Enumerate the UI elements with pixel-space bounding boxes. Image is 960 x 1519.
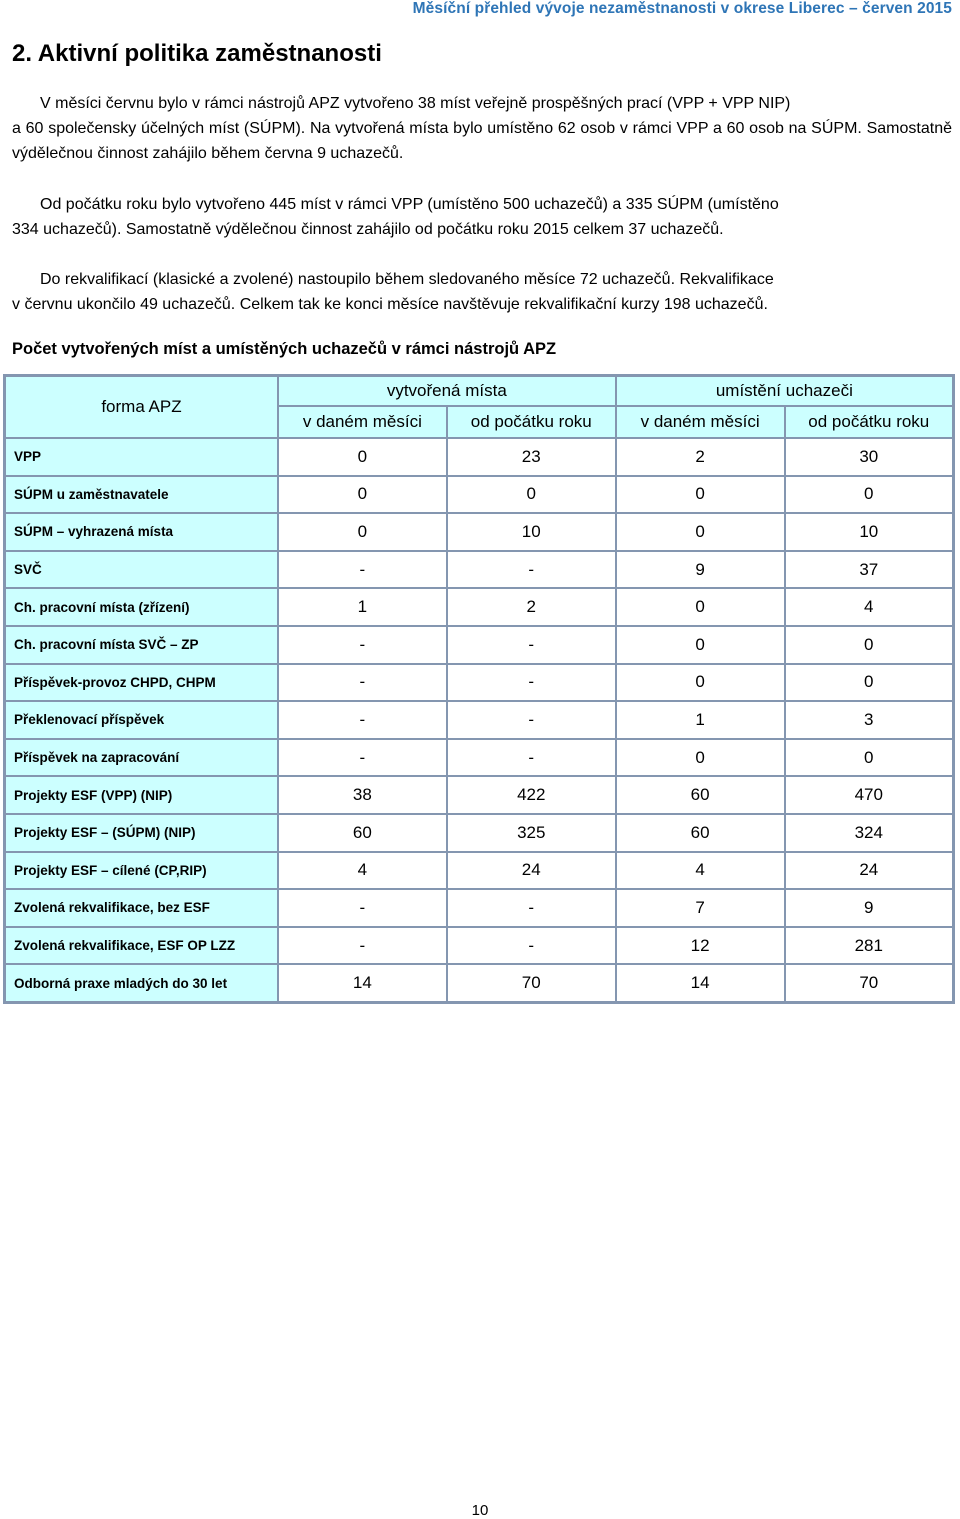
- created-ytd-cell: 70: [447, 964, 616, 1002]
- placed-ytd-cell: 24: [785, 852, 954, 890]
- placed-month-cell: 60: [616, 776, 785, 814]
- placed-ytd-cell: 4: [785, 588, 954, 626]
- placed-ytd-cell: 470: [785, 776, 954, 814]
- created-month-cell: 60: [278, 814, 447, 852]
- created-month-cell: -: [278, 701, 447, 739]
- created-ytd-cell: -: [447, 701, 616, 739]
- created-ytd-cell: -: [447, 739, 616, 777]
- placed-month-cell: 0: [616, 513, 785, 551]
- created-ytd-cell: -: [447, 889, 616, 927]
- placed-month-cell: 0: [616, 664, 785, 702]
- table-row: [5, 513, 954, 551]
- header-placed-month: v daném měsíci: [616, 406, 785, 438]
- table-row: [5, 776, 954, 814]
- created-month-cell: 1: [278, 588, 447, 626]
- paragraph-first-line: Od počátku roku bylo vytvořeno 445 míst v rámci VPP (umístěno 500 uchazečů) a 335 SÚPM (umístěno: [40, 196, 779, 213]
- paragraph-rest: 334 uchazečů). Samostatně výdělečnou činnost zahájilo od počátku roku 2015 celkem 37 uchazečů.: [12, 221, 724, 238]
- apz-table-body: [5, 438, 954, 1002]
- header-created-ytd: od počátku roku: [447, 406, 616, 438]
- created-month-cell: -: [278, 927, 447, 965]
- header-created-month: v daném měsíci: [278, 406, 447, 438]
- created-ytd-cell: -: [447, 551, 616, 589]
- created-ytd-cell: 0: [447, 476, 616, 514]
- table-row: [5, 814, 954, 852]
- row-label: Ch. pracovní místa (zřízení): [5, 588, 278, 626]
- created-ytd-cell: -: [447, 927, 616, 965]
- row-label: Příspěvek-provoz CHPD, CHPM: [5, 664, 278, 702]
- created-month-cell: 0: [278, 438, 447, 476]
- created-ytd-cell: 422: [447, 776, 616, 814]
- row-label: Zvolená rekvalifikace, ESF OP LZZ: [5, 927, 278, 965]
- placed-ytd-cell: 0: [785, 664, 954, 702]
- created-month-cell: -: [278, 889, 447, 927]
- created-ytd-cell: -: [447, 664, 616, 702]
- placed-month-cell: 4: [616, 852, 785, 890]
- created-month-cell: 0: [278, 513, 447, 551]
- table-row: [5, 701, 954, 739]
- created-month-cell: -: [278, 739, 447, 777]
- created-ytd-cell: 325: [447, 814, 616, 852]
- created-month-cell: -: [278, 626, 447, 664]
- row-label: Projekty ESF – (SÚPM) (NIP): [5, 814, 278, 852]
- paragraph-rest: v červnu ukončilo 49 uchazečů. Celkem tak ke konci měsíce navštěvuje rekvalifikační kurzy 198 uchazečů.: [12, 296, 768, 313]
- created-ytd-cell: 2: [447, 588, 616, 626]
- paragraph-requalification: [12, 267, 952, 317]
- paragraph-first-line: Do rekvalifikací (klasické a zvolené) nastoupilo během sledovaného měsíce 72 uchazečů. Rekvalifikace: [40, 271, 774, 288]
- table-row: [5, 927, 954, 965]
- table-row: [5, 964, 954, 1002]
- running-header: Měsíční přehled vývoje nezaměstnanosti v okrese Liberec – červen 2015: [412, 0, 952, 17]
- paragraph-apz-june: [12, 91, 952, 166]
- row-label: SÚPM – vyhrazená místa: [5, 513, 278, 551]
- placed-ytd-cell: 10: [785, 513, 954, 551]
- table-row: [5, 739, 954, 777]
- created-month-cell: -: [278, 664, 447, 702]
- table-row: [5, 438, 954, 476]
- paragraph-rest: a 60 společensky účelných míst (SÚPM). Na vytvořená místa bylo umístěno 62 osob v rámci VPP a 60 osob na SÚPM. Samostatně výdělečnou činnost zahájilo během června 9 uchazečů.: [12, 120, 952, 162]
- page-number: 10: [471, 1502, 489, 1519]
- placed-ytd-cell: 0: [785, 739, 954, 777]
- header-created-places: vytvořená místa: [278, 376, 616, 407]
- placed-ytd-cell: 281: [785, 927, 954, 965]
- created-month-cell: -: [278, 551, 447, 589]
- header-placed-ytd: od počátku roku: [785, 406, 954, 438]
- row-label: Ch. pracovní místa SVČ – ZP: [5, 626, 278, 664]
- section-title: 2. Aktivní politika zaměstnanosti: [12, 40, 382, 67]
- row-label: Projekty ESF – cílené (CP,RIP): [5, 852, 278, 890]
- placed-ytd-cell: 9: [785, 889, 954, 927]
- placed-month-cell: 2: [616, 438, 785, 476]
- created-ytd-cell: -: [447, 626, 616, 664]
- created-month-cell: 4: [278, 852, 447, 890]
- placed-ytd-cell: 30: [785, 438, 954, 476]
- row-label: VPP: [5, 438, 278, 476]
- created-month-cell: 38: [278, 776, 447, 814]
- table-row: [5, 476, 954, 514]
- row-label: Projekty ESF (VPP) (NIP): [5, 776, 278, 814]
- placed-ytd-cell: 37: [785, 551, 954, 589]
- placed-ytd-cell: 0: [785, 626, 954, 664]
- row-label: SÚPM u zaměstnavatele: [5, 476, 278, 514]
- created-month-cell: 0: [278, 476, 447, 514]
- table-row: [5, 889, 954, 927]
- created-ytd-cell: 23: [447, 438, 616, 476]
- row-label: SVČ: [5, 551, 278, 589]
- placed-ytd-cell: 70: [785, 964, 954, 1002]
- apz-table: [3, 374, 955, 1004]
- table-row: [5, 664, 954, 702]
- placed-month-cell: 0: [616, 626, 785, 664]
- table-row: [5, 626, 954, 664]
- placed-month-cell: 0: [616, 588, 785, 626]
- created-ytd-cell: 10: [447, 513, 616, 551]
- table-row: [5, 588, 954, 626]
- paragraph-first-line: V měsíci červnu bylo v rámci nástrojů APZ vytvořeno 38 míst veřejně prospěšných prací (VPP + VPP NIP): [40, 95, 791, 112]
- created-month-cell: 14: [278, 964, 447, 1002]
- placed-month-cell: 0: [616, 476, 785, 514]
- row-label: Zvolená rekvalifikace, bez ESF: [5, 889, 278, 927]
- table-row: [5, 852, 954, 890]
- header-forma-apz: forma APZ: [5, 376, 278, 439]
- row-label: Odborná praxe mladých do 30 let: [5, 964, 278, 1002]
- placed-ytd-cell: 324: [785, 814, 954, 852]
- placed-month-cell: 12: [616, 927, 785, 965]
- paragraph-apz-ytd: [12, 192, 952, 242]
- row-label: Překlenovací příspěvek: [5, 701, 278, 739]
- header-placed-applicants: umístění uchazeči: [616, 376, 954, 407]
- placed-month-cell: 9: [616, 551, 785, 589]
- placed-ytd-cell: 3: [785, 701, 954, 739]
- placed-month-cell: 60: [616, 814, 785, 852]
- placed-month-cell: 14: [616, 964, 785, 1002]
- table-title: Počet vytvořených míst a umístěných uchazečů v rámci nástrojů APZ: [12, 340, 557, 358]
- placed-month-cell: 7: [616, 889, 785, 927]
- placed-month-cell: 1: [616, 701, 785, 739]
- created-ytd-cell: 24: [447, 852, 616, 890]
- placed-ytd-cell: 0: [785, 476, 954, 514]
- placed-month-cell: 0: [616, 739, 785, 777]
- table-row: [5, 551, 954, 589]
- row-label: Příspěvek na zapracování: [5, 739, 278, 777]
